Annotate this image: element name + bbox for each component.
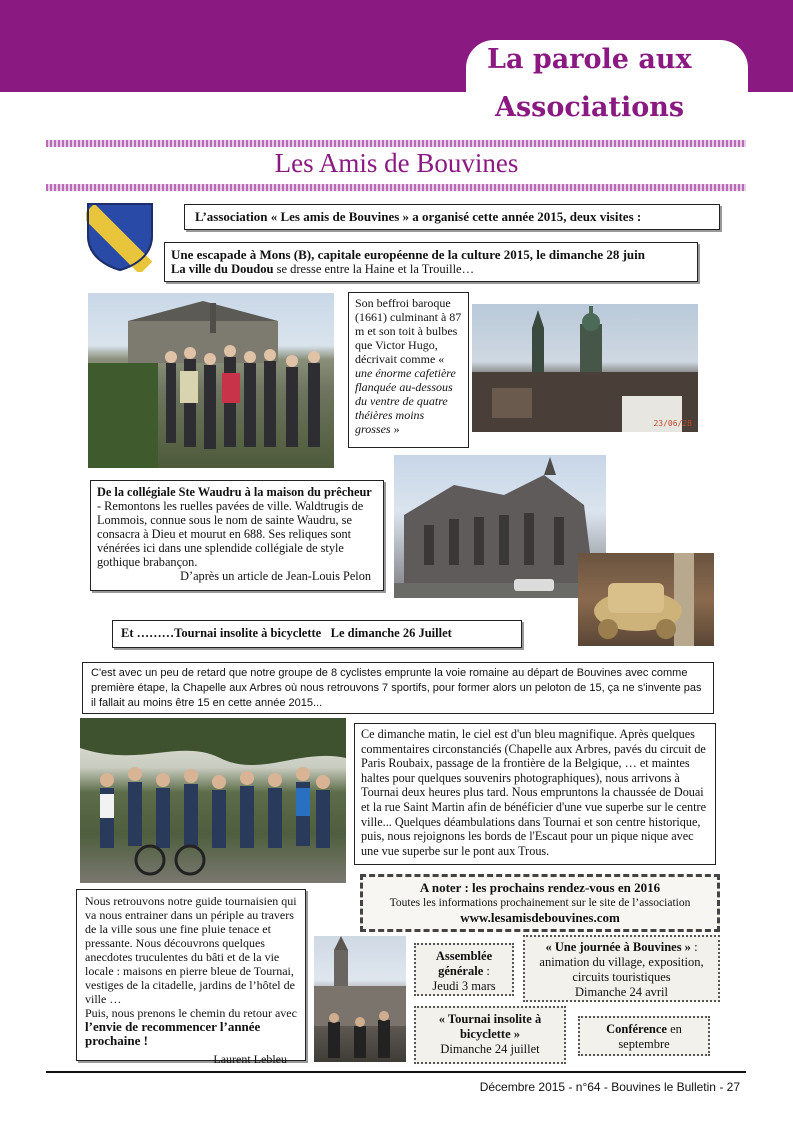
notice-box xyxy=(360,874,720,932)
photo-cyclists xyxy=(80,718,346,883)
visit2-box xyxy=(112,620,522,648)
association-logo xyxy=(86,202,154,272)
event-tournai xyxy=(414,1006,566,1064)
event-assemblee-date: Jeudi 3 mars xyxy=(432,979,496,993)
guide-box xyxy=(76,889,306,1066)
section-title: Les Amis de Bouvines xyxy=(274,148,519,178)
photo-date-stamp: 23/06/28 xyxy=(653,419,692,428)
visit1-box xyxy=(164,242,698,282)
photo-group-mons xyxy=(88,293,334,468)
beffroi-text: Son beffroi baroque (1661) culminant à 87 m et son toit à bulbes que Victor Hugo, décrivait comme « xyxy=(355,296,462,366)
divider-stripe-bottom xyxy=(46,184,746,191)
event-journee-title: « Une journée à Bouvines » xyxy=(545,940,691,954)
event-conference xyxy=(578,1016,710,1056)
guide-line2: Puis, nous prenons le chemin du retour avec xyxy=(85,1006,297,1020)
event-tournai-title: « Tournai insolite à bicyclette » xyxy=(438,1012,542,1041)
footer-rule xyxy=(46,1071,746,1073)
header-title-line2: Associations xyxy=(495,92,685,123)
event-assemblee-title: Assemblée générale xyxy=(435,949,493,978)
intro-box: L’association « Les amis de Bouvines » a organisé cette année 2015, deux visites : xyxy=(184,204,720,230)
beffroi-box xyxy=(348,292,469,448)
tournai-body-box: Ce dimanche matin, le ciel est d'un bleu magnifique. Après quelques commentaires circonstanciés (Chapelle aux Arbres, pavés du circuit de Paris Roubaix, passage de la frontière de la Belgique, … et maintes haltes pour quelques souvenirs photographiques), nous arrivons à Tournai deux heures plus tard. Nous empruntons la chaussée de Douai et la rue Saint Martin afin de bénéficier d'une vue superbe sur le centre ville... Quelques déambulations dans Tournai et son centre historique, puis, nous rejoignons les bords de l'Escaut pour un pique nique avec une vue superbe sur le pont aux Trous. xyxy=(354,723,716,865)
event-journee-date: Dimanche 24 avril xyxy=(574,985,669,999)
photo-mons-skyline xyxy=(472,304,698,432)
event-conference-title: Conférence xyxy=(606,1022,667,1036)
notice-url[interactable]: www.lesamisdebouvines.com xyxy=(460,910,620,925)
collegiale-box xyxy=(90,480,384,591)
header-title-line1: La parole aux xyxy=(487,44,692,75)
footer-text: Décembre 2015 - n°64 - Bouvines le Bulletin - 27 xyxy=(479,1080,740,1094)
visit1-subtitle-rest: se dresse entre la Haine et la Trouille… xyxy=(273,262,475,276)
event-tournai-date: Dimanche 24 juillet xyxy=(440,1042,540,1056)
event-journee-desc: animation du village, exposition, circuits touristiques xyxy=(539,955,704,984)
notice-text: Toutes les informations prochainement sur le site de l’association xyxy=(389,897,691,909)
photo-golden-car xyxy=(578,553,714,646)
visit1-subtitle-strong: La ville du Doudou xyxy=(171,262,274,276)
collegiale-body: - Remontons les ruelles pavées de ville. Waldtrugis de Lommois, connue sous le nom de sainte Waudru, se consacra à Dieu et mourut en 688. Ses reliques sont vénérées ici dans une splendide collégiale de style gothique brabançon. xyxy=(97,499,364,569)
visit2-prefix: Et ……… xyxy=(121,626,175,640)
visit2-title: Tournai insolite à bicyclette xyxy=(174,626,322,640)
beffroi-quote: une énorme cafetière flanquée au-dessous du ventre de quatre théières moins grosses xyxy=(355,366,456,436)
event-journee-sep: : xyxy=(690,940,698,954)
collegiale-credit: D’après un article de Jean-Louis Pelon xyxy=(180,569,371,583)
collegiale-title: De la collégiale Ste Waudru à la maison du prêcheur xyxy=(97,485,372,499)
beffroi-close: » xyxy=(390,422,400,436)
photo-tournai-street xyxy=(314,936,406,1062)
guide-author: Laurent Lebleu xyxy=(213,1052,287,1066)
visit2-date: Le dimanche 26 Juillet xyxy=(330,626,452,640)
event-assemblee xyxy=(414,943,514,996)
tournai-intro-box: C'est avec un peu de retard que notre groupe de 8 cyclistes emprunte la voie romaine au départ de Bouvines avec comme première étape, la Chapelle aux Arbres où nous retrouvons 7 sportifs, pour former alors un peloton de 15, ça ne s'invente pas il fallait au moins être 15 en cette année 2015... xyxy=(82,662,714,714)
event-conference-rest: en septembre xyxy=(618,1022,682,1051)
divider-stripe-top xyxy=(46,140,746,147)
event-journee xyxy=(523,935,720,1002)
visit1-title: Une escapade à Mons (B), capitale européenne de la culture 2015, le dimanche 28 juin xyxy=(171,247,646,262)
guide-body: Nous retrouvons notre guide tournaisien qui va nous entrainer dans un périple au travers de la ville sous une fine pluie tenace et pressante. Nous découvrons quelques anecdotes truculentes du bâti et de la vie locale : maisons en pierre bleue de Tournai, vestiges de la citadelle, jardins de l’hôtel de ville … xyxy=(85,894,297,1006)
notice-title: A noter : les prochains rendez-vous en 2016 xyxy=(419,880,661,895)
event-assemblee-sep: : xyxy=(483,964,490,978)
guide-strong: l’envie de recommencer l’année prochaine ! xyxy=(85,1019,261,1048)
photo-collegiale xyxy=(394,455,606,598)
